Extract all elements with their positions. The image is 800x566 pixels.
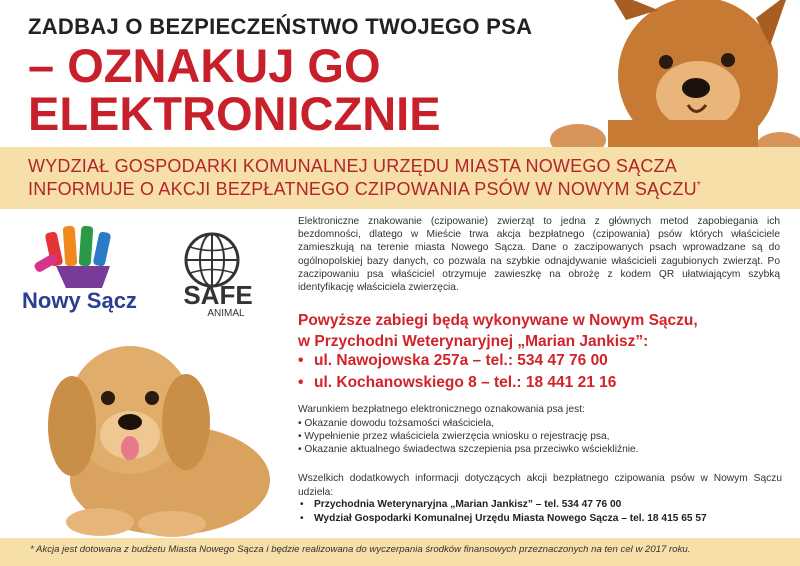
banner-line-1: WYDZIAŁ GOSPODARKI KOMUNALNEJ URZĘDU MIASTA NOWEGO SĄCZA — [28, 156, 677, 176]
condition-item: • Wypełnienie przez właściciela zwierzęcia wniosku o rejestrację psa, — [298, 431, 778, 444]
conditions-title: Warunkiem bezpłatnego elektronicznego oznakowania psa jest: — [298, 404, 585, 415]
contact-item: • Przychodnia Weterynaryjna „Marian Jankisz” – tel. 534 47 76 00 — [298, 498, 788, 512]
contact-item: • Wydział Gospodarki Komunalnej Urzędu Miasta Nowego Sącza – tel. 18 415 65 57 — [298, 512, 788, 526]
highlight-line-2: w Przychodni Weterynaryjnej „Marian Jankisz”: — [298, 333, 649, 350]
address-2: ul. Kochanowskiego 8 – tel.: 18 441 21 16 — [314, 374, 617, 391]
puppy-photo — [10, 330, 280, 540]
animal-logo-text: ANIMAL — [207, 308, 245, 319]
footnote-mark: * — [696, 180, 701, 191]
intro-paragraph: Elektroniczne znakowanie (czipowanie) zwierząt to jedna z głównych metod zapobiegania ich bezdomności, dlatego w Mieście trwa akcja bezpłatnego (czipowania) psów których właściciele zamieszkują na terenie miasta Nowego Sącza. Dane o zaczipowanych psach wprowadzane są do ogólnopolskiej bazy danych, co pozwala na szybkie odnajdywanie właścicieli zagubionych zwierząt. Po zaczipowaniu psa właściciel otrzymuje zawieszkę na obrożę z kodem QR ułatwiającym szybką identyfikację właściciela zwierzęcia. — [298, 216, 780, 294]
conditions-list — [298, 418, 778, 456]
address-1: ul. Nawojowska 257a – tel.: 534 47 76 00 — [314, 352, 608, 369]
headline: – OZNAKUJ GO ELEKTRONICZNIE — [28, 39, 441, 140]
safe-animal-logo — [162, 230, 274, 320]
condition-item: • Okazanie aktualnego świadectwa szczepienia psa przeciwko wściekliźnie. — [298, 444, 778, 457]
banner-line-2-text: INFORMUJE O AKCJI BEZPŁATNEGO CZIPOWANIA PSÓW W NOWYM SĄCZU — [28, 179, 697, 199]
banner-line-2 — [28, 179, 701, 200]
info-banner — [0, 147, 800, 209]
highlight-line-1: Powyższe zabiegi będą wykonywane w Nowym Sączu, — [298, 312, 698, 329]
safe-logo-text: SAFE — [183, 280, 253, 310]
nowy-sacz-logo-text: Nowy Sącz — [22, 288, 137, 313]
condition-item: • Okazanie dowodu tożsamości właściciela, — [298, 418, 778, 431]
footnote: * Akcja jest dotowana z budżetu Miasta Nowego Sącza i będzie realizowana do wyczerpania środków finansowych przeznaczonych na ten cel w 2017 roku. — [30, 544, 691, 555]
kicker-title: ZADBAJ O BEZPIECZEŃSTWO TWOJEGO PSA — [28, 14, 533, 39]
bullet: • — [298, 374, 304, 391]
dog-photo-top — [548, 0, 800, 168]
address-item — [298, 374, 616, 392]
contacts-list — [298, 498, 788, 526]
footer-band — [0, 538, 800, 566]
bullet: • — [298, 352, 304, 369]
address-item — [298, 352, 608, 370]
info-paragraph: Wszelkich dodatkowych informacji dotyczących akcji bezpłatnego czipowania psów w Nowym Sączu udziela: — [298, 473, 782, 498]
